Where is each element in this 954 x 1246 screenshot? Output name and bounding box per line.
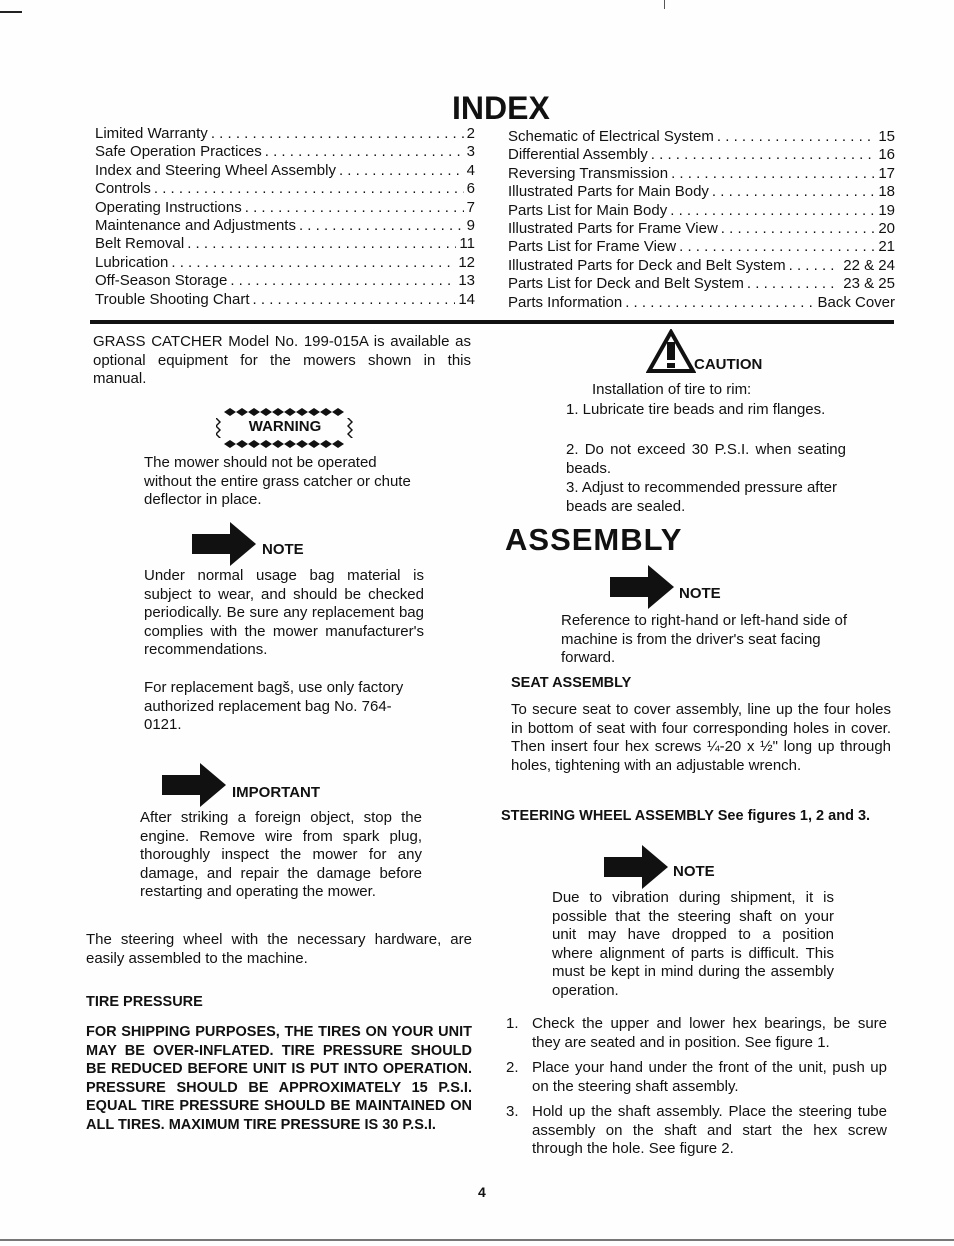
index-entry-label: Parts List for Frame View: [508, 238, 677, 256]
step-number: 3.: [506, 1103, 519, 1120]
note-arrow-icon: [192, 522, 258, 566]
index-entry: [95, 217, 475, 235]
note-arrow-icon: [604, 845, 670, 889]
bottom-edge-line: [0, 1239, 954, 1241]
index-entry: [508, 294, 895, 312]
index-entry-page: 22 & 24: [843, 256, 895, 274]
index-entry: [95, 254, 475, 272]
dot-leader: [721, 220, 876, 238]
index-entry-page: 21: [878, 238, 895, 256]
index-entry-page: 7: [466, 198, 475, 216]
index-entry-label: Trouble Shooting Chart: [95, 290, 250, 308]
assembly-step: [506, 1103, 887, 1159]
assembly-steps: [506, 1015, 887, 1166]
dot-leader: [253, 291, 456, 309]
index-entry: [95, 272, 475, 290]
index-entry: [508, 165, 895, 183]
index-entry-label: Parts List for Main Body: [508, 201, 668, 219]
important-text: After striking a foreign object, stop the engine. Remove wire from spark plug, thoroughly inspect the mower for any damage, and repair the damage before restarting and operating the mower.: [140, 809, 422, 900]
index-entry-label: Off-Season Storage: [95, 272, 228, 290]
important-label: IMPORTANT: [232, 784, 321, 801]
dot-leader: [651, 146, 876, 164]
index-entry-label: Belt Removal: [95, 235, 185, 253]
dot-leader: [712, 183, 875, 201]
warning-label: WARNING: [248, 418, 322, 435]
dot-leader: [625, 294, 814, 312]
index-entry-page: 14: [458, 290, 475, 308]
important-arrow-icon: [162, 763, 228, 807]
warning-badge: [216, 406, 354, 448]
index-entry-label: Illustrated Parts for Main Body: [508, 183, 709, 201]
index-entry-label: Operating Instructions: [95, 198, 242, 216]
seat-assembly-text: To secure seat to cover assembly, line up the four holes in bottom of seat with four corresponding holes in cover. Then insert four hex screws ¼-20 x ½" long up through holes, tightening with an adjustable wrench.: [511, 701, 891, 774]
caution-label: CAUTION: [694, 356, 763, 373]
top-tick-mark: [664, 0, 665, 9]
steering-intro-text: The steering wheel with the necessary hardware, are easily assembled to the machine.: [86, 931, 472, 967]
dot-leader: [717, 128, 875, 146]
step-number: 1.: [506, 1015, 519, 1032]
caution-item-1: 1. Lubricate tire beads and rim flanges.: [566, 401, 826, 418]
dot-leader: [339, 162, 464, 180]
tire-pressure-heading: TIRE PRESSURE: [86, 994, 203, 1010]
index-entry-page: 3: [466, 143, 475, 161]
index-entry-label: Safe Operation Practices: [95, 143, 262, 161]
index-left-list: [95, 125, 475, 309]
note-label: NOTE: [262, 541, 304, 558]
index-entry-page: 9: [466, 216, 475, 234]
assembly-step: [506, 1059, 887, 1096]
index-entry-label: Differential Assembly: [508, 146, 648, 164]
dot-leader: [265, 143, 464, 161]
index-entry: [508, 183, 895, 201]
index-entry-label: Controls: [95, 180, 151, 198]
index-entry-label: Schematic of Electrical System: [508, 128, 714, 145]
index-entry-page: 18: [878, 183, 895, 201]
index-entry: [508, 202, 895, 220]
index-entry: [508, 238, 895, 256]
grass-catcher-text: GRASS CATCHER Model No. 199-015A is available as optional equipment for the mowers shown in this manual.: [93, 333, 471, 387]
page-number: 4: [478, 1184, 486, 1200]
dot-leader: [230, 272, 455, 290]
index-entry-page: 6: [466, 180, 475, 198]
note-text: Reference to right-hand or left-hand side of machine is from the driver's seat facing forward.: [561, 612, 848, 666]
index-entry-label: Illustrated Parts for Frame View: [508, 219, 718, 237]
index-entry: [95, 162, 475, 180]
index-entry: [508, 257, 895, 275]
dot-leader: [245, 199, 464, 217]
dot-leader: [670, 202, 875, 220]
section-divider: [90, 320, 894, 324]
tire-pressure-text: FOR SHIPPING PURPOSES, THE TIRES ON YOUR UNIT MAY BE OVER-INFLATED. TIRE PRESSURE SHOULD BE REDUCED BEFORE UNIT IS PUT INTO OPERATION. PRESSURE SHOULD BE APPROXIMATELY 15 P.S.I. EQUAL TIRE PRESSURE SHOULD BE MAINTAINED ON ALL TIRES. MAXIMUM TIRE PRESSURE IS 30 P.S.I.: [86, 1024, 472, 1133]
index-entry-page: 2: [466, 125, 475, 142]
index-entry-page: 17: [878, 164, 895, 182]
index-entry: [95, 143, 475, 161]
dot-leader: [187, 235, 456, 253]
index-entry: [95, 199, 475, 217]
note-text: Due to vibration during shipment, it is possible that the steering shaft on your unit may have dropped to a position where alignment of parts is difficult. This must be kept in mind during the assembly operation.: [552, 889, 834, 999]
index-entry-page: 15: [878, 128, 895, 145]
index-entry-page: 16: [878, 146, 895, 164]
index-entry-page: 19: [878, 201, 895, 219]
index-entry-label: Limited Warranty: [95, 125, 208, 142]
index-entry: [508, 146, 895, 164]
assembly-title: ASSEMBLY: [505, 522, 683, 557]
index-entry-label: Reversing Transmission: [508, 164, 669, 182]
index-entry-page: Back Cover: [817, 293, 895, 311]
index-entry-label: Parts Information: [508, 293, 623, 311]
dot-leader: [747, 275, 840, 293]
index-entry: [508, 128, 895, 146]
index-entry-label: Parts List for Deck and Belt System: [508, 275, 744, 293]
dot-leader: [171, 254, 455, 272]
dot-leader: [671, 165, 875, 183]
replacement-bag-text: For replacement bagš, use only factory authorized replacement bag No. 764-0121.: [144, 679, 404, 733]
index-entry-page: 23 & 25: [843, 275, 895, 293]
note-text: Under normal usage bag material is subject to wear, and should be checked periodically. Be sure any replacement bag complies with the mower manufacturer's recommendations.: [144, 567, 424, 658]
dot-leader: [679, 238, 875, 256]
index-entry-page: 11: [459, 235, 475, 253]
caution-item-3: 3. Adjust to recommended pressure after beads are sealed.: [566, 479, 837, 515]
dot-leader: [211, 125, 464, 143]
index-entry: [95, 291, 475, 309]
note-arrow-icon: [610, 565, 676, 609]
step-number: 2.: [506, 1059, 519, 1076]
index-right-list: [508, 128, 895, 312]
index-entry-page: 20: [878, 219, 895, 237]
index-entry: [95, 235, 475, 253]
index-entry-page: 4: [466, 161, 475, 179]
dot-leader: [299, 217, 464, 235]
index-entry-label: Illustrated Parts for Deck and Belt System: [508, 256, 786, 274]
note-label: NOTE: [673, 863, 715, 880]
index-entry-label: Index and Steering Wheel Assembly: [95, 161, 336, 179]
steering-wheel-heading: STEERING WHEEL ASSEMBLY See figures 1, 2 and 3.: [501, 808, 871, 824]
assembly-step: [506, 1015, 887, 1052]
index-title: INDEX: [452, 90, 550, 126]
index-entry: [95, 125, 475, 143]
corner-mark: [0, 11, 22, 13]
index-entry-page: 13: [458, 272, 475, 290]
note-label: NOTE: [679, 585, 721, 602]
caution-item-2: 2. Do not exceed 30 P.S.I. when seating beads.: [566, 441, 846, 477]
dot-leader: [789, 257, 841, 275]
index-entry-label: Lubrication: [95, 253, 169, 271]
index-entry: [508, 220, 895, 238]
step-text: Check the upper and lower hex bearings, be sure they are seated and in position. See figure 1.: [532, 1015, 887, 1051]
index-entry: [95, 180, 475, 198]
caution-triangle-icon: [646, 329, 696, 374]
index-entry: [508, 275, 895, 293]
warning-text: The mower should not be operated without the entire grass catcher or chute deflector in place.: [144, 454, 411, 508]
dot-leader: [154, 180, 464, 198]
caution-intro: Installation of tire to rim:: [592, 381, 752, 398]
index-entry-page: 12: [458, 253, 475, 271]
step-text: Place your hand under the front of the unit, push up on the steering shaft assembly.: [532, 1059, 887, 1095]
seat-assembly-heading: SEAT ASSEMBLY: [511, 675, 632, 691]
step-text: Hold up the shaft assembly. Place the steering tube assembly on the shaft and start the hex screw through the hole. See figure 2.: [532, 1103, 887, 1157]
index-entry-label: Maintenance and Adjustments: [95, 216, 296, 234]
